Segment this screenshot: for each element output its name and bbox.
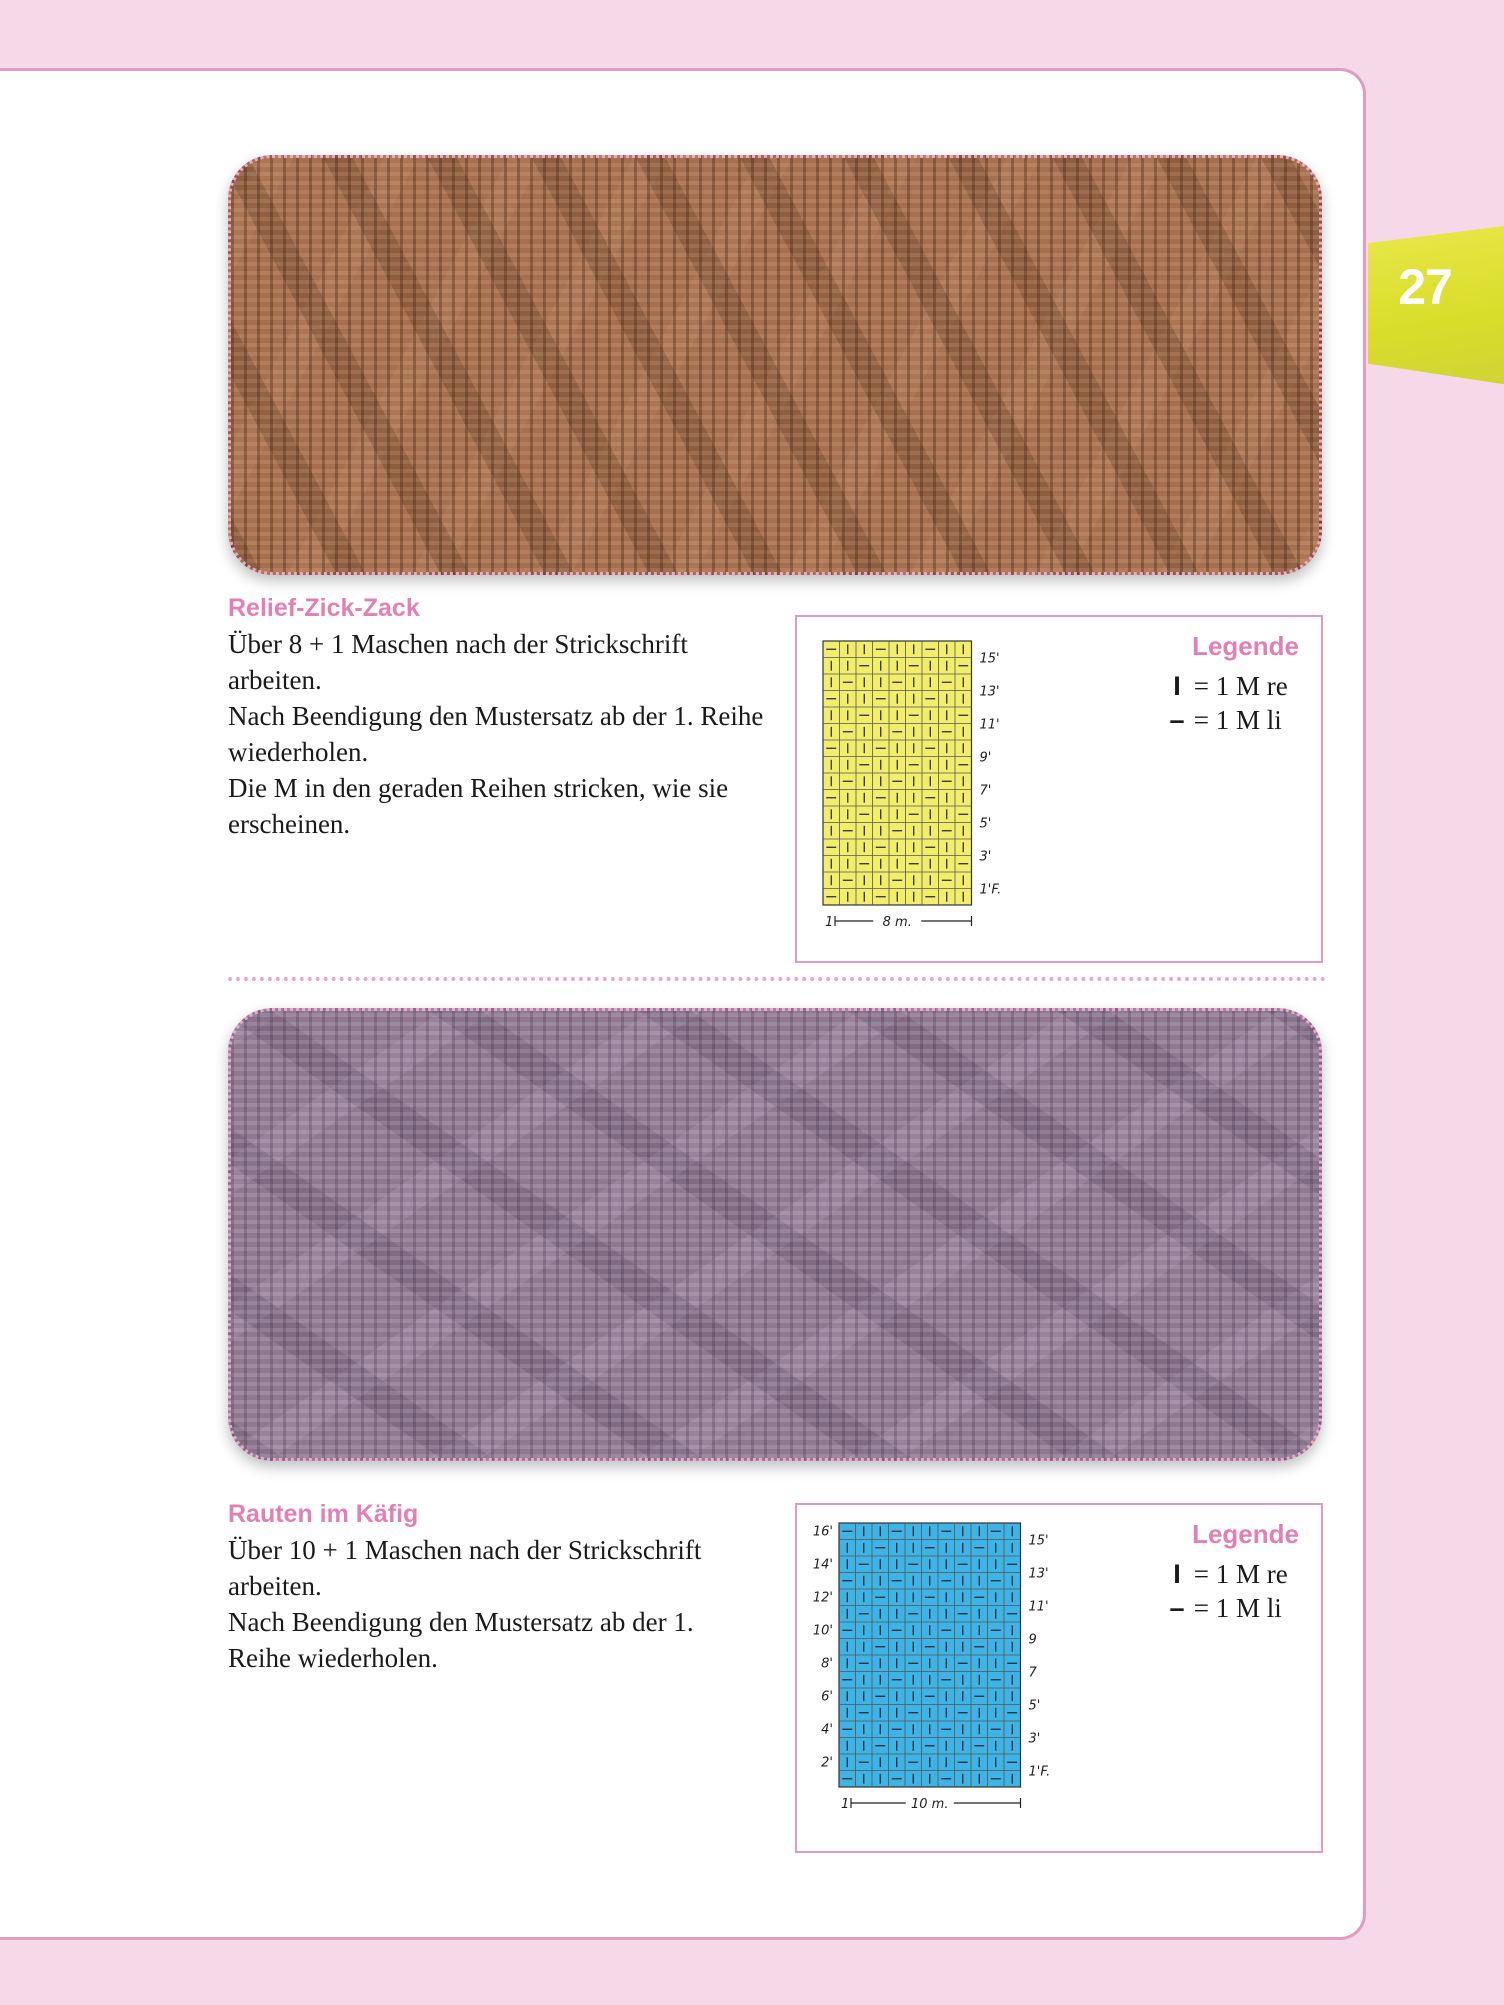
knit-swatch-photo-rauten-im-kaefig [228,1008,1322,1461]
knit-symbol-icon: I [1173,671,1181,701]
chart-row-label: 13' [979,684,1000,700]
legend-item [1167,705,1282,736]
chart-row-label: 10' [812,1623,833,1639]
chart-row-label: 1'F. [979,882,1002,898]
legend-text: = 1 M li [1193,705,1282,735]
chart-row-label: 2' [821,1755,833,1771]
chart-row-label: 4' [821,1722,833,1738]
section-divider [228,977,1326,981]
instruction-paragraph: Über 8 + 1 Maschen nach der Strickschrift arbeiten. [228,629,688,695]
chart-row-label: 7' [979,783,992,799]
pattern-instructions [228,626,768,842]
pattern-title: Relief-Zick-Zack [228,594,420,622]
knitting-chart [811,629,1041,953]
chart-row-label: 12' [812,1590,833,1606]
instruction-paragraph: Über 10 + 1 Maschen nach der Strickschrift arbeiten. [228,1535,702,1601]
chart-row-label: 5' [1028,1698,1041,1714]
chart-width-label: 10 m. [911,1797,949,1812]
knit-swatch-photo-relief-zick-zack [228,155,1322,575]
purl-symbol-icon: – [1169,705,1185,735]
instruction-paragraph: Nach Beendigung den Mustersatz ab der 1. Reihe wiederholen. [228,701,764,767]
instruction-paragraph: Die M in den geraden Reihen stricken, wie sie erscheinen. [228,773,729,839]
instruction-paragraph: Nach Beendigung den Mustersatz ab der 1. Reihe wiederholen. [228,1607,694,1673]
chart-row-label: 1'F. [1028,1764,1051,1780]
chart-row-label: 14' [812,1557,833,1573]
legend-item [1167,671,1288,702]
chart-row-label: 3' [979,849,992,865]
pattern-instructions [228,1532,738,1676]
chart-row-label: 15' [1028,1533,1049,1549]
pattern-title: Rauten im Käfig [228,1500,419,1528]
chart-row-label: 9' [979,750,992,766]
knit-symbol-icon: I [1173,1559,1181,1589]
legend-text: = 1 M li [1193,1593,1282,1623]
knitting-chart-box [795,615,1323,963]
legend-title: Legende [1192,631,1299,661]
chart-start-label: 1 [841,1797,850,1812]
knitting-chart-box [795,1503,1323,1853]
page-number: 27 [1398,259,1452,315]
chart-row-label: 7 [1028,1665,1037,1681]
chart-width-label: 8 m. [882,915,912,930]
chart-row-label: 15' [979,651,1000,667]
chart-row-label: 8' [821,1656,833,1672]
legend-text: = 1 M re [1193,671,1288,701]
legend-title: Legende [1192,1519,1299,1549]
legend-item [1167,1593,1282,1624]
chart-row-label: 11' [1028,1599,1049,1615]
legend-item [1167,1559,1288,1590]
chart-row-label: 11' [979,717,1000,733]
chart-row-label: 3' [1028,1731,1041,1747]
knitting-chart [803,1515,1053,1849]
chart-row-label: 5' [979,816,992,832]
chart-row-label: 16' [812,1524,833,1540]
purl-symbol-icon: – [1169,1593,1185,1623]
chart-row-label: 13' [1028,1566,1049,1582]
chart-row-label: 6' [821,1689,833,1705]
chart-row-label: 9 [1028,1632,1037,1648]
legend-text: = 1 M re [1193,1559,1288,1589]
chart-start-label: 1 [825,915,834,930]
